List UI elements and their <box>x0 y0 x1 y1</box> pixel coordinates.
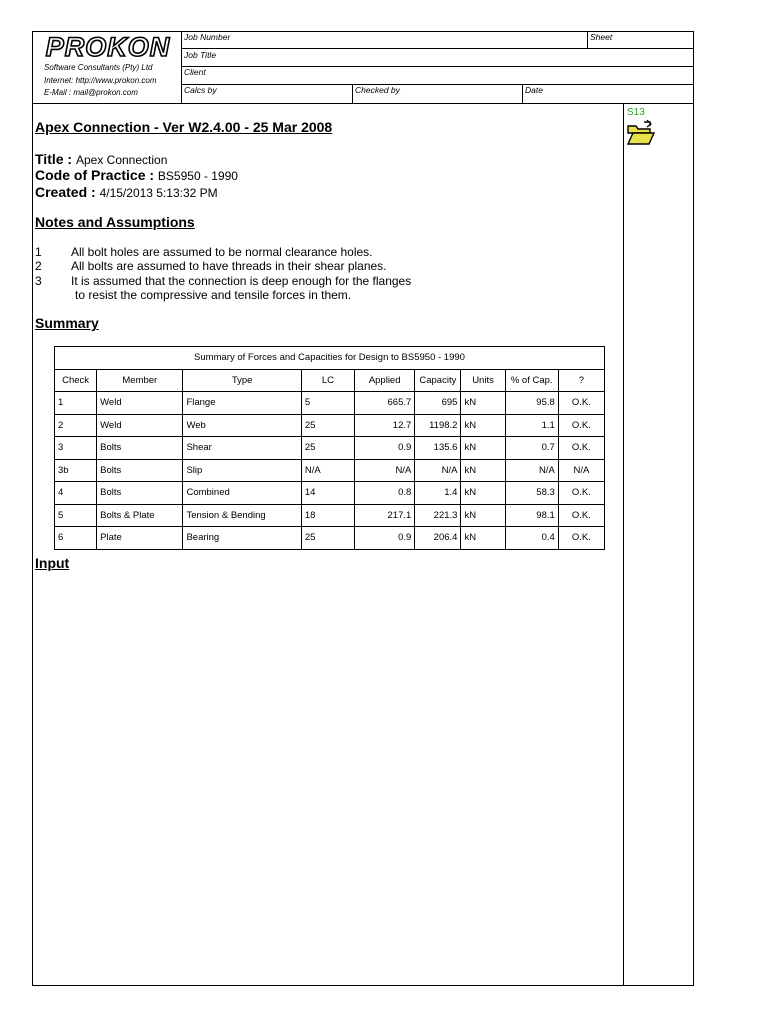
cell-check: 1 <box>55 392 97 415</box>
cell-units: kN <box>461 504 505 527</box>
cell-capacity: 206.4 <box>415 527 461 550</box>
cell-member: Bolts <box>97 459 183 482</box>
cell-lc: 14 <box>301 482 354 505</box>
table-header-row <box>55 369 605 392</box>
created-label: Created : <box>35 184 96 200</box>
cell-check: 5 <box>55 504 97 527</box>
cell-lc: 5 <box>301 392 354 415</box>
cell-status: O.K. <box>558 414 604 437</box>
cell-applied: 0.9 <box>355 527 415 550</box>
table-row <box>55 482 605 505</box>
table-row <box>55 437 605 460</box>
cell-units: kN <box>461 482 505 505</box>
cell-percent: 95.8 <box>505 392 558 415</box>
note-text: It is assumed that the connection is deep enough for the flanges <box>71 274 412 288</box>
checked-by-label: Checked by <box>355 85 400 95</box>
input-heading: Input <box>35 555 70 571</box>
cell-percent: 0.4 <box>505 527 558 550</box>
note-number: 3 <box>35 274 42 288</box>
table-row <box>55 392 605 415</box>
header-row-line <box>181 84 694 85</box>
table-row <box>55 504 605 527</box>
cell-lc: 25 <box>301 414 354 437</box>
column-header: % of Cap. <box>505 369 558 392</box>
cell-status: O.K. <box>558 504 604 527</box>
job-title-label: Job Title <box>184 50 217 60</box>
cell-lc: 25 <box>301 527 354 550</box>
cell-status: O.K. <box>558 437 604 460</box>
sheet-label: Sheet <box>590 32 613 42</box>
header-date-divider <box>522 84 523 103</box>
svg-text:PROKON: PROKON <box>45 33 171 61</box>
table-row <box>55 527 605 550</box>
column-header: ? <box>558 369 604 392</box>
header-bottom-line <box>32 103 694 104</box>
cell-percent: 1.1 <box>505 414 558 437</box>
table-caption-row <box>55 347 605 370</box>
cell-units: kN <box>461 392 505 415</box>
cell-status: O.K. <box>558 482 604 505</box>
column-header: Member <box>97 369 183 392</box>
cell-member: Weld <box>97 414 183 437</box>
title-label: Title : <box>35 151 73 167</box>
note-number: 2 <box>35 259 42 273</box>
header-checked-divider <box>352 84 353 103</box>
column-header: LC <box>301 369 354 392</box>
prokon-logo <box>37 33 179 61</box>
note-text: to resist the compressive and tensile forces in them. <box>75 288 352 302</box>
cell-type: Bearing <box>183 527 301 550</box>
cell-member: Bolts <box>97 482 183 505</box>
title-row <box>35 151 167 167</box>
right-margin-column <box>623 103 624 986</box>
summary-table <box>54 346 605 550</box>
header-row-line <box>181 48 694 49</box>
cell-lc: 25 <box>301 437 354 460</box>
cell-member: Weld <box>97 392 183 415</box>
column-header: Capacity <box>415 369 461 392</box>
date-label: Date <box>525 85 543 95</box>
cell-type: Flange <box>183 392 301 415</box>
document-title: Apex Connection - Ver W2.4.00 - 25 Mar 2008 <box>35 119 333 135</box>
cell-check: 6 <box>55 527 97 550</box>
header-row-line <box>181 66 694 67</box>
header-sheet-divider <box>587 31 588 48</box>
cell-capacity: 1.4 <box>415 482 461 505</box>
cell-status: N/A <box>558 459 604 482</box>
note-number: 1 <box>35 245 42 259</box>
cell-applied: 665.7 <box>355 392 415 415</box>
header-logo-divider <box>181 31 182 103</box>
cell-type: Slip <box>183 459 301 482</box>
table-row <box>55 414 605 437</box>
company-name: Software Consultants (Pty) Ltd <box>44 63 153 72</box>
cell-lc: 18 <box>301 504 354 527</box>
cell-check: 3b <box>55 459 97 482</box>
title-value: Apex Connection <box>75 153 168 167</box>
notes-heading: Notes and Assumptions <box>35 214 195 230</box>
company-internet: Internet: http://www.prokon.com <box>44 76 157 85</box>
note-text: All bolt holes are assumed to be normal clearance holes. <box>71 245 373 259</box>
cell-status: O.K. <box>558 527 604 550</box>
cell-units: kN <box>461 437 505 460</box>
cell-type: Tension & Bending <box>183 504 301 527</box>
cell-units: kN <box>461 414 505 437</box>
cell-type: Web <box>183 414 301 437</box>
cell-member: Plate <box>97 527 183 550</box>
created-row <box>35 184 218 200</box>
job-number-label: Job Number <box>184 32 231 42</box>
cell-percent: 98.1 <box>505 504 558 527</box>
cell-units: kN <box>461 527 505 550</box>
column-header: Applied <box>355 369 415 392</box>
cell-percent: 0.7 <box>505 437 558 460</box>
cell-status: O.K. <box>558 392 604 415</box>
company-email: E-Mail : mail@prokon.com <box>44 88 138 97</box>
column-header: Type <box>183 369 301 392</box>
cell-member: Bolts <box>97 437 183 460</box>
cell-check: 2 <box>55 414 97 437</box>
sheet-reference: S13 <box>627 107 645 118</box>
code-value: BS5950 - 1990 <box>157 169 238 183</box>
code-label: Code of Practice : <box>35 167 155 183</box>
summary-heading: Summary <box>35 315 99 331</box>
calcs-by-label: Calcs by <box>184 85 217 95</box>
column-header: Units <box>461 369 505 392</box>
cell-percent: N/A <box>505 459 558 482</box>
cell-lc: N/A <box>301 459 354 482</box>
column-header: Check <box>55 369 97 392</box>
cell-capacity: 135.6 <box>415 437 461 460</box>
client-label: Client <box>184 67 206 77</box>
cell-check: 4 <box>55 482 97 505</box>
open-folder-icon[interactable] <box>626 120 656 146</box>
cell-check: 3 <box>55 437 97 460</box>
table-row <box>55 459 605 482</box>
cell-type: Combined <box>183 482 301 505</box>
note-text: All bolts are assumed to have threads in their shear planes. <box>71 259 387 273</box>
cell-applied: 0.9 <box>355 437 415 460</box>
cell-capacity: 221.3 <box>415 504 461 527</box>
cell-applied: N/A <box>355 459 415 482</box>
cell-applied: 0.8 <box>355 482 415 505</box>
cell-applied: 217.1 <box>355 504 415 527</box>
cell-capacity: 1198.2 <box>415 414 461 437</box>
table-caption: Summary of Forces and Capacities for Design to BS5950 - 1990 <box>55 347 605 370</box>
cell-type: Shear <box>183 437 301 460</box>
code-row <box>35 167 238 183</box>
cell-applied: 12.7 <box>355 414 415 437</box>
cell-units: kN <box>461 459 505 482</box>
created-value: 4/15/2013 5:13:32 PM <box>99 186 218 200</box>
cell-percent: 58.3 <box>505 482 558 505</box>
cell-member: Bolts & Plate <box>97 504 183 527</box>
cell-capacity: 695 <box>415 392 461 415</box>
cell-capacity: N/A <box>415 459 461 482</box>
